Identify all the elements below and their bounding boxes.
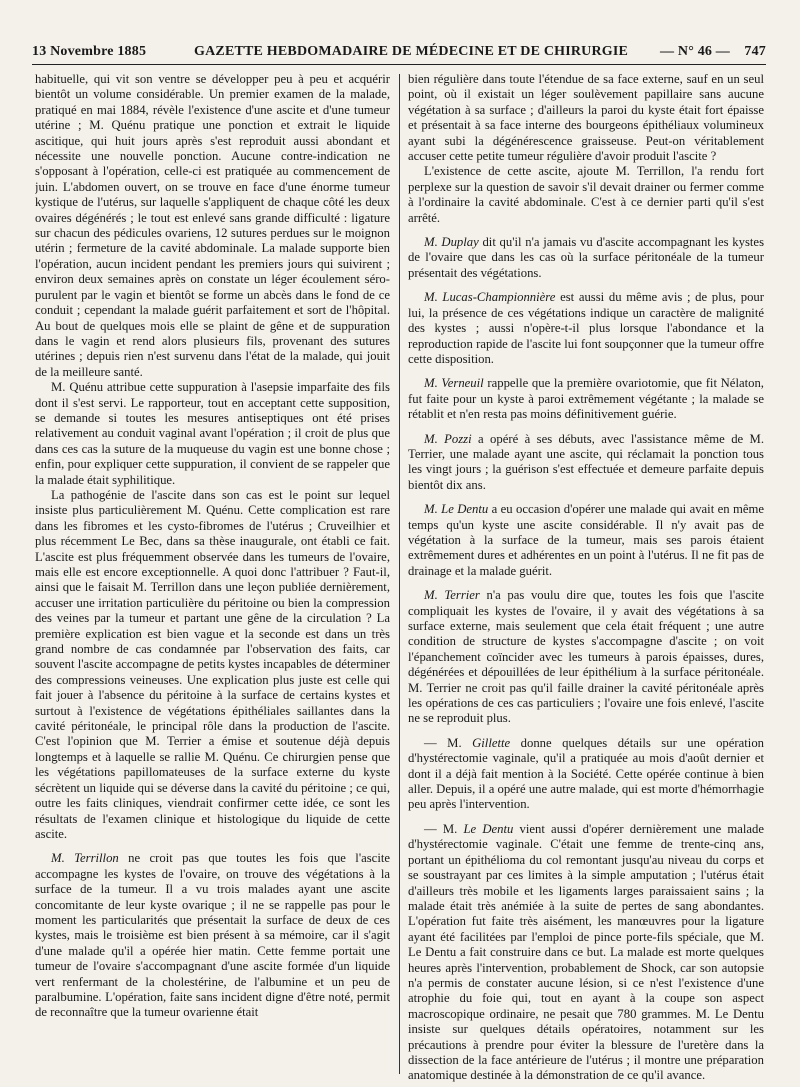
paragraph — [408, 502, 764, 579]
column-divider — [399, 74, 400, 1074]
paragraph: bien régulière dans toute l'étendue de sa face externe, sauf en un seul point, où il existait un léger soulèvement papillaire sans aucune végétation à sa surface ; d'ailleurs la paroi du kyste était fort épaisse et présentait à sa face interne des bourgeons épithéliaux volumineux ayant subi la dégénérescence graisseuse. Peut-on véritablement accuser cette petite tumeur régulière d'avoir produit l'ascite ? — [408, 72, 764, 164]
paragraph-text: rappelle que la première ovariotomie, que fit Nélaton, fut faite pour un kyste à paroi extrêmement végétante ; la malade se rétablit et n'en resta pas moins définitivement guérie. — [408, 376, 764, 422]
paragraph: habituelle, qui vit son ventre se développer peu à peu et acquérir bientôt un volume considérable. Un premier examen de la malade, pratiqué en mai 1884, révèle l'existence d'une ascite et d'une tumeur utérine ; M. Quénu pratique une ponction et extrait le liquide ascitique, qui huit jours après s'est reproduit aussi abondant et nécessite une nouvelle ponction. Aucune contre-indication ne s'opposant à l'opération, celle-ci est pratiquée au commencement de juin. L'abdomen ouvert, on se trouve en face d'une énorme tumeur kystique de l'utérus, sur laquelle s'appliquent de chaque côté les deux ovaires dégénérés ; le tout est enlevé sans grande difficulté : ligature sur chacun des pédicules ovariens, 12 sutures perdues sur le moignon utérin ; fermeture de la cavité abdominale. La malade supporte bien l'opération, aucun incident pendant les premiers jours qui suivirent ; environ deux semaines après on constate un léger écoulement séro-purulent par le vagin et bientôt se forme un abcès dans le fond de ce conduit ; cependant la malade guérit parfaitement et sort de l'hôpital. Au bout de quelques mois elle se plaint de gêne et de suppuration dans le vagin et rend alors plusieurs fils, provenant des sutures utérines ; depuis rien n'est survenu dans l'état de la malade, qui jouit de la meilleure santé. — [35, 72, 390, 379]
paragraph-text: n'a pas voulu dire que, toutes les fois que l'ascite compliquait les kystes de l'ovaire, il y avait des végétations à sa surface externe, mais seulement que cela était fréquent ; une autre condition de structure de kystes s'accompagne d'ascite ; on voit l'épanchement coïncider avec les tumeurs à parois épaisses, dures, dégénérées et dépouillées de leur épithélium à la surface péritonéale. M. Terrier ne croit pas qu'il faille drainer la cavité péritonéale après les opérations de ces cas particuliers ; l'ovaire une fois enlevé, l'ascite ne se reproduit plus. — [408, 588, 764, 726]
paragraph — [408, 822, 764, 1082]
paragraph — [408, 376, 764, 422]
paragraph-text: ne croit pas que toutes les fois que l'ascite accompagne les kystes de l'ovaire, on trouve des végétations à la surface de la tumeur. Il a vu trois malades ayant une ascite concomitante de leur kyste ovarique ; il ne se rappelle pas pour le moment les particularités que présentait la surface de deux de ces kystes, mais le troisième est bien présent à sa mémoire, car il s'agit d'une malade qu'il a opérée hier matin. Cette femme portait une tumeur de l'ovaire s'accompagnant d'une ascite formée d'un liquide vert renfermant de la cholestérine, de l'albumine et un peu de paralbumine. L'opération, faite sans incident digne d'être noté, permit de reconnaître que la tumeur ovarienne était — [35, 851, 390, 1020]
paragraph: L'existence de cette ascite, ajoute M. Terrillon, l'a rendu fort perplexe sur la question de savoir s'il devait drainer ou fermer comme à l'ordinaire la cavité abdominale. C'est à ce dernier parti qu'il s'est arrêté. — [408, 164, 764, 225]
paragraph-text: a opéré à ses débuts, avec l'assistance même de M. Terrier, une malade ayant une ascite, qui réclamait la ponction tous les vingt jours ; la guérison s'est effectuée et demeure parfaite depuis bientôt dix ans. — [408, 431, 764, 492]
paragraph — [408, 736, 764, 813]
paragraph-text: vient aussi d'opérer dernièrement une malade d'hystérectomie vaginale. C'était une femme de trente-cinq ans, portant un épithélioma du col remontant jusqu'au niveau du corps et se soustrayant par ces limites à la simple amputation ; l'utérus était d'ailleurs très mobile et les ligaments larges paraissaient sains ; la malade était très anémiée à la suite de pertes de sang abondantes. L'opération fut faite très aisément, les manœuvres pour la ligature ayant été facilitées par l'emploi de pince porte-fils spéciale, que M. Le Dentu a fait construire dans ce but. La malade est morte quelques heures après l'intervention, probablement de Shock, car son autopsie n'a permis de constater aucune lésion, si ce n'est l'existence d'une atrophie du foie qui, tout en ayant à la coupe son aspect macroscopique ordinaire, ne pesait que 780 grammes. M. Le Dentu insiste sur quelques détails opératoires, notamment sur les précautions à prendre pour éviter la blessure de l'uretère dans la dissection de la face antérieure de l'utérus ; il montre une préparation anatomique destinée à la démonstration de ce qu'il avance. — [408, 821, 764, 1082]
speaker-name: M. Le Dentu — [424, 502, 489, 517]
paragraph — [35, 851, 390, 1020]
header-issue-number: — N° 46 — — [660, 44, 731, 59]
paragraph — [408, 432, 764, 494]
dash-prefix: — M. — [424, 821, 464, 836]
paragraph — [408, 235, 764, 281]
header-journal-title: GAZETTE HEBDOMADAIRE DE MÉDECINE ET DE CHIRURGIE — [194, 44, 629, 59]
paragraph-text: a eu occasion d'opérer une malade qui avait en même temps qu'un kyste une ascite considérable. Il n'y avait pas de végétation à la surface de la tumeur, mais ses parois étaient extrêmement dures et adhérentes en un point à l'utérus. Il ne fit pas de drainage et la malade guérit. — [408, 502, 764, 578]
right-column — [408, 72, 764, 1082]
paragraph-text: donne quelques détails sur une opération d'hystérectomie vaginale, qu'il a pratiquée au mois d'août dernier et dont il a déjà fait mention à la Société. Cette opérée continue à bien aller. Depuis, il a opéré une autre malade, qui est morte d'hémorrhagie peu après l'intervention. — [408, 735, 764, 812]
speaker-name: M. Lucas-Championnière — [424, 290, 556, 305]
speaker-name: M. Pozzi — [424, 431, 472, 446]
paragraph — [408, 588, 764, 727]
page-header — [32, 40, 766, 64]
speaker-name: M. Terrier — [424, 588, 480, 603]
header-date: 13 Novembre 1885 — [32, 44, 147, 59]
paragraph: La pathogénie de l'ascite dans son cas est le point sur lequel insiste plus particulièrement M. Quénu. Cette complication est rare dans les fibromes et les cysto-fibromes de l'utérus ; Cruveilhier et plus récemment Le Bec, dans sa thèse inaugurale, ont établi ce fait. L'ascite est plus fréquemment observée dans les tumeurs de l'ovaire, mais elle est encore exceptionnelle. A quoi donc l'attribuer ? Faut-il, ainsi que le faisait M. Terrillon dans une leçon publiée dernièrement, accuser une irritation particulière du péritoine ou bien la compression des veines par la tumeur et partant une gêne de la circulation ? La première explication est bien vague et la seconde est dans un très grand nombre de cas condamnée par l'observation des faits, car souvent l'ascite accompagne de petits kystes incapables de déterminer des compressions veineuses. Une explication plus juste est celle qui fait jouer à l'absence du péritoine à la surface de certains kystes et surtout à l'existence de végétations épithéliales saillantes dans la cavité péritonéale, le principal rôle dans la production de l'ascite. C'est l'opinion que M. Terrier a émise et soutenue déjà depuis longtemps et à laquelle se rallie M. Quénu. Ce chirurgien pense que les végétations papillomateuses de la surface externe du kyste sécrètent un liquide qui se déverse dans la cavité du péritoine ; ce qui, outre les faits cliniques, viendrait confirmer cette idée, ce sont les résultats de l'examen clinique et histologique du liquide de cette ascite. — [35, 487, 390, 841]
paragraph: M. Quénu attribue cette suppuration à l'asepsie imparfaite des fils dont il s'est servi. Le rapporteur, tout en acceptant cette supposition, se demande si toutes les mesures antiseptiques ont été prises relativement au conduit vaginal avant l'opération ; il croit de plus que dans ces cas la suture de la muqueuse du vagin est une bonne chose ; enfin, pour expliquer cette suppuration, il convient de se rappeler que la malade était syphilitique. — [35, 380, 390, 487]
paragraph — [408, 290, 764, 367]
speaker-name: Le Dentu — [463, 821, 514, 836]
speaker-name: Gillette — [472, 735, 511, 750]
speaker-name: M. Terrillon — [51, 851, 119, 866]
header-rule — [32, 64, 766, 65]
speaker-name: M. Duplay — [424, 235, 479, 250]
paragraph-text: est aussi du même avis ; de plus, pour lui, la présence de ces végétations indique un caractère de malignité des kystes ; aussi n'opère-t-il plus lorsque l'abondance et la reproduction rapide de l'ascite lui font soupçonner que la tumeur offre cette disposition. — [408, 290, 764, 366]
speaker-name: M. Verneuil — [424, 376, 484, 391]
left-column — [35, 72, 390, 1082]
dash-prefix: — M. — [424, 735, 473, 750]
header-page-number: 747 — [744, 44, 766, 59]
paragraph-text: dit qu'il n'a jamais vu d'ascite accompagnant les kystes de l'ovaire que dans les cas où la surface péritonéale de la tumeur présentait des végétations. — [408, 235, 764, 280]
